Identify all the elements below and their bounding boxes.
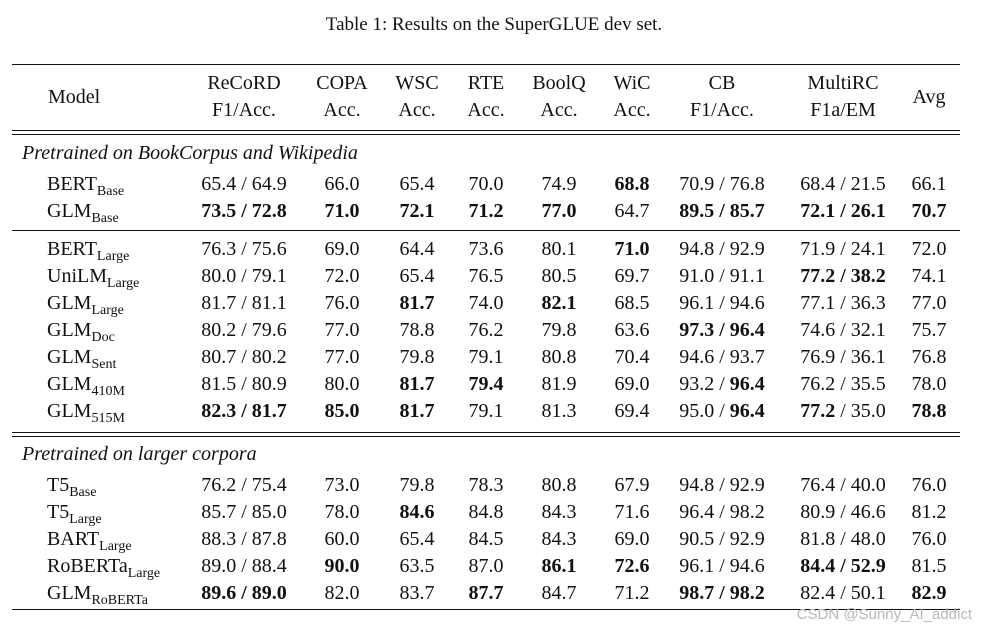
- header-rule-2: [12, 134, 960, 135]
- model-name: [47, 290, 124, 317]
- cell-multirc: 77.1 / 36.3: [800, 292, 886, 314]
- cell-cb: 90.5 / 92.9: [679, 528, 765, 550]
- cell-wsc: 81.7: [399, 292, 435, 314]
- cell-multirc: 80.9 / 46.6: [800, 501, 886, 523]
- cell-wsc: 65.4: [399, 528, 435, 550]
- cell-copa: 71.0: [324, 200, 360, 222]
- cell-avg: 76.0: [911, 528, 947, 550]
- model-name: [47, 263, 139, 290]
- cell-record: 81.5 / 80.9: [201, 373, 287, 395]
- model-base: T5: [47, 501, 70, 523]
- model-variant: Base: [96, 184, 125, 199]
- model-base: GLM: [47, 292, 92, 314]
- cell-rte: 74.0: [468, 292, 504, 314]
- cell-wic: 67.9: [614, 474, 650, 496]
- header-wsc-name: WSC: [395, 72, 439, 94]
- model-base: GLM: [47, 200, 92, 222]
- cell-multirc: 76.9 / 36.1: [800, 346, 886, 368]
- cell-wsc: 83.7: [399, 582, 435, 604]
- cell-boolq: 84.3: [541, 501, 577, 523]
- cell-avg: 74.1: [911, 265, 947, 287]
- cell-multirc: 81.8 / 48.0: [800, 528, 886, 550]
- cell-boolq: 80.5: [541, 265, 577, 287]
- cell-boolq: 81.9: [541, 373, 577, 395]
- header-boolq-metric: Acc.: [540, 99, 578, 121]
- model-name: [47, 526, 132, 553]
- cell-wsc: 65.4: [399, 265, 435, 287]
- cell-wsc: 65.4: [399, 173, 435, 195]
- cell-wic: 71.2: [614, 582, 650, 604]
- header-avg-name: Avg: [912, 86, 946, 108]
- cell-copa: 60.0: [324, 528, 360, 550]
- cell-record: 88.3 / 87.8: [201, 528, 287, 550]
- model-base: GLM: [47, 319, 92, 341]
- cell-avg: 75.7: [911, 319, 947, 341]
- cell-boolq: 77.0: [541, 200, 577, 222]
- cell-cb: 96.4 / 98.2: [679, 501, 765, 523]
- cell-cb: 96.1 / 94.6: [679, 555, 765, 577]
- model-variant: Doc: [91, 330, 115, 345]
- cell-boolq: 81.3: [541, 400, 577, 422]
- cell-wic: 72.6: [614, 555, 650, 577]
- cell-cb: 89.5 / 85.7: [679, 200, 765, 222]
- table-row: [0, 171, 988, 198]
- cell-rte: 87.0: [468, 555, 504, 577]
- model-variant: Large: [99, 539, 132, 554]
- cell-cb: 94.8 / 92.9: [679, 474, 765, 496]
- model-name: [47, 371, 125, 398]
- table-row: [0, 398, 988, 425]
- table-row: [0, 263, 988, 290]
- section-label-bookcorpus: Pretrained on BookCorpus and Wikipedia: [22, 142, 358, 164]
- group-rule-base-large: [12, 230, 960, 231]
- cell-copa: 73.0: [324, 474, 360, 496]
- header-multirc-name: MultiRC: [807, 72, 879, 94]
- model-base: T5: [47, 474, 70, 496]
- model-name: [47, 580, 148, 607]
- cell-avg: 78.0: [911, 373, 947, 395]
- header-rule-1: [12, 130, 960, 131]
- cell-record: 81.7 / 81.1: [201, 292, 287, 314]
- table-row: [0, 198, 988, 225]
- cell-wic: 69.0: [614, 528, 650, 550]
- cell-multirc: 72.1 / 26.1: [800, 200, 886, 222]
- table-row: [0, 472, 988, 499]
- cell-wic: 69.0: [614, 373, 650, 395]
- cell-boolq: 74.9: [541, 173, 577, 195]
- cell-record: 89.0 / 88.4: [201, 555, 287, 577]
- model-variant: Base: [91, 211, 119, 226]
- model-variant: Base: [69, 485, 97, 500]
- cell-boolq: 80.1: [541, 238, 577, 260]
- cell-wsc: 72.1: [399, 200, 435, 222]
- cell-multirc: 74.6 / 32.1: [800, 319, 886, 341]
- cell-wic: 68.5: [614, 292, 650, 314]
- cell-rte: 76.2: [468, 319, 504, 341]
- cell-boolq: 82.1: [541, 292, 577, 314]
- table-row: [0, 499, 988, 526]
- cell-avg: 76.0: [911, 474, 947, 496]
- cell-boolq: 86.1: [541, 555, 577, 577]
- section-label-larger-corpora: Pretrained on larger corpora: [22, 443, 257, 465]
- cell-avg: 81.2: [911, 501, 947, 523]
- header-wsc-metric: Acc.: [398, 99, 436, 121]
- header-boolq-name: BoolQ: [532, 72, 586, 94]
- cell-wsc: 64.4: [399, 238, 435, 260]
- model-name: [47, 472, 96, 499]
- cell-rte: 76.5: [468, 265, 504, 287]
- model-name: [47, 499, 102, 526]
- model-variant: RoBERTa: [91, 593, 148, 608]
- watermark: CSDN @Sunny_AI_addict: [796, 606, 972, 623]
- cell-wsc: 84.6: [399, 501, 435, 523]
- cell-record: 76.3 / 75.6: [201, 238, 287, 260]
- header-model: [48, 84, 100, 111]
- model-name: [47, 317, 115, 344]
- table-row: [0, 580, 988, 607]
- model-base: GLM: [47, 373, 92, 395]
- cell-multirc: 71.9 / 24.1: [800, 238, 886, 260]
- cell-record: 80.2 / 79.6: [201, 319, 287, 341]
- cell-rte: 84.8: [468, 501, 504, 523]
- cell-wsc: 79.8: [399, 346, 435, 368]
- cell-cb: 93.2 / 96.4: [679, 373, 765, 395]
- model-base: GLM: [47, 346, 92, 368]
- cell-copa: 66.0: [324, 173, 360, 195]
- table-row: [0, 526, 988, 553]
- cell-wic: 71.6: [614, 501, 650, 523]
- cell-copa: 69.0: [324, 238, 360, 260]
- cell-boolq: 80.8: [541, 474, 577, 496]
- cell-copa: 80.0: [324, 373, 360, 395]
- model-base: RoBERTa: [47, 555, 128, 577]
- section-rule-1: [12, 432, 960, 433]
- cell-wic: 63.6: [614, 319, 650, 341]
- cell-multirc: 84.4 / 52.9: [800, 555, 886, 577]
- model-variant: Large: [69, 512, 102, 527]
- model-base: BERT: [47, 238, 97, 260]
- cell-multirc: 77.2 / 35.0: [800, 400, 886, 422]
- cell-copa: 77.0: [324, 346, 360, 368]
- table-caption: Table 1: Results on the SuperGLUE dev set.: [325, 14, 663, 35]
- cell-record: 89.6 / 89.0: [201, 582, 287, 604]
- cell-wic: 68.8: [614, 173, 650, 195]
- cell-record: 82.3 / 81.7: [201, 400, 287, 422]
- cell-copa: 85.0: [324, 400, 360, 422]
- cell-wic: 69.7: [614, 265, 650, 287]
- cell-copa: 90.0: [324, 555, 360, 577]
- cell-record: 80.7 / 80.2: [201, 346, 287, 368]
- cell-copa: 77.0: [324, 319, 360, 341]
- cell-rte: 73.6: [468, 238, 504, 260]
- cell-cb: 94.8 / 92.9: [679, 238, 765, 260]
- cell-copa: 72.0: [324, 265, 360, 287]
- model-name: [47, 398, 125, 425]
- header-copa-metric: Acc.: [323, 99, 361, 121]
- cell-boolq: 84.7: [541, 582, 577, 604]
- cell-rte: 84.5: [468, 528, 504, 550]
- cell-copa: 76.0: [324, 292, 360, 314]
- cell-record: 80.0 / 79.1: [201, 265, 287, 287]
- cell-wic: 70.4: [614, 346, 650, 368]
- cell-multirc: 68.4 / 21.5: [800, 173, 886, 195]
- table-row: [0, 236, 988, 263]
- cell-record: 85.7 / 85.0: [201, 501, 287, 523]
- model-variant: 410M: [91, 384, 125, 399]
- cell-wsc: 63.5: [399, 555, 435, 577]
- header-cb-metric: F1/Acc.: [690, 99, 754, 121]
- header-cb: [662, 70, 782, 124]
- model-variant: Large: [107, 276, 140, 291]
- model-variant: Large: [91, 303, 124, 318]
- cell-multirc: 82.4 / 50.1: [800, 582, 886, 604]
- cell-avg: 82.9: [911, 582, 947, 604]
- cell-copa: 78.0: [324, 501, 360, 523]
- cell-wic: 69.4: [614, 400, 650, 422]
- header-model-name: Model: [48, 86, 101, 108]
- cell-avg: 72.0: [911, 238, 947, 260]
- cell-wic: 71.0: [614, 238, 650, 260]
- model-base: BERT: [47, 173, 97, 195]
- cell-multirc: 77.2 / 38.2: [800, 265, 886, 287]
- cell-boolq: 79.8: [541, 319, 577, 341]
- header-copa-name: COPA: [316, 72, 368, 94]
- cell-copa: 82.0: [324, 582, 360, 604]
- header-record-name: ReCoRD: [207, 72, 281, 94]
- header-wic-metric: Acc.: [613, 99, 651, 121]
- cell-avg: 81.5: [911, 555, 947, 577]
- cell-cb: 70.9 / 76.8: [679, 173, 765, 195]
- header-wic-name: WiC: [613, 72, 651, 94]
- model-name: [47, 171, 124, 198]
- header-avg: [869, 84, 988, 111]
- cell-rte: 78.3: [468, 474, 504, 496]
- cell-record: 65.4 / 64.9: [201, 173, 287, 195]
- model-base: UniLM: [47, 265, 107, 287]
- cell-wsc: 81.7: [399, 400, 435, 422]
- table-row: [0, 290, 988, 317]
- cell-cb: 97.3 / 96.4: [679, 319, 765, 341]
- cell-avg: 70.7: [911, 200, 947, 222]
- cell-record: 73.5 / 72.8: [201, 200, 287, 222]
- cell-boolq: 80.8: [541, 346, 577, 368]
- cell-avg: 76.8: [911, 346, 947, 368]
- cell-wsc: 81.7: [399, 373, 435, 395]
- table-row: [0, 317, 988, 344]
- model-name: [47, 344, 116, 371]
- cell-wsc: 78.8: [399, 319, 435, 341]
- header-rte-name: RTE: [467, 72, 505, 94]
- cell-rte: 70.0: [468, 173, 504, 195]
- cell-rte: 87.7: [468, 582, 504, 604]
- cell-avg: 66.1: [911, 173, 947, 195]
- model-name: [47, 553, 160, 580]
- model-name: [47, 236, 129, 263]
- cell-cb: 95.0 / 96.4: [679, 400, 765, 422]
- header-cb-name: CB: [708, 72, 736, 94]
- model-variant: Large: [96, 249, 130, 264]
- model-base: GLM: [47, 400, 92, 422]
- cell-cb: 94.6 / 93.7: [679, 346, 765, 368]
- cell-wsc: 79.8: [399, 474, 435, 496]
- section-rule-2: [12, 436, 960, 437]
- cell-rte: 79.1: [468, 346, 504, 368]
- model-base: BART: [47, 528, 100, 550]
- cell-multirc: 76.4 / 40.0: [800, 474, 886, 496]
- table-row: [0, 553, 988, 580]
- cell-record: 76.2 / 75.4: [201, 474, 287, 496]
- cell-wic: 64.7: [614, 200, 650, 222]
- header-rte-metric: Acc.: [467, 99, 505, 121]
- cell-avg: 78.8: [911, 400, 947, 422]
- cell-cb: 96.1 / 94.6: [679, 292, 765, 314]
- top-rule: [12, 64, 960, 65]
- model-variant: Sent: [91, 357, 117, 372]
- cell-cb: 91.0 / 91.1: [679, 265, 765, 287]
- cell-avg: 77.0: [911, 292, 947, 314]
- table-row: [0, 344, 988, 371]
- table-row: [0, 371, 988, 398]
- model-base: GLM: [47, 582, 92, 604]
- cell-boolq: 84.3: [541, 528, 577, 550]
- cell-rte: 71.2: [468, 200, 504, 222]
- model-variant: 515M: [91, 411, 125, 426]
- header-record-metric: F1/Acc.: [212, 99, 276, 121]
- header-multirc-metric: F1a/EM: [810, 99, 876, 121]
- cell-rte: 79.4: [468, 373, 504, 395]
- cell-cb: 98.7 / 98.2: [679, 582, 765, 604]
- model-name: [47, 198, 119, 225]
- cell-rte: 79.1: [468, 400, 504, 422]
- model-variant: Large: [127, 566, 161, 581]
- cell-multirc: 76.2 / 35.5: [800, 373, 886, 395]
